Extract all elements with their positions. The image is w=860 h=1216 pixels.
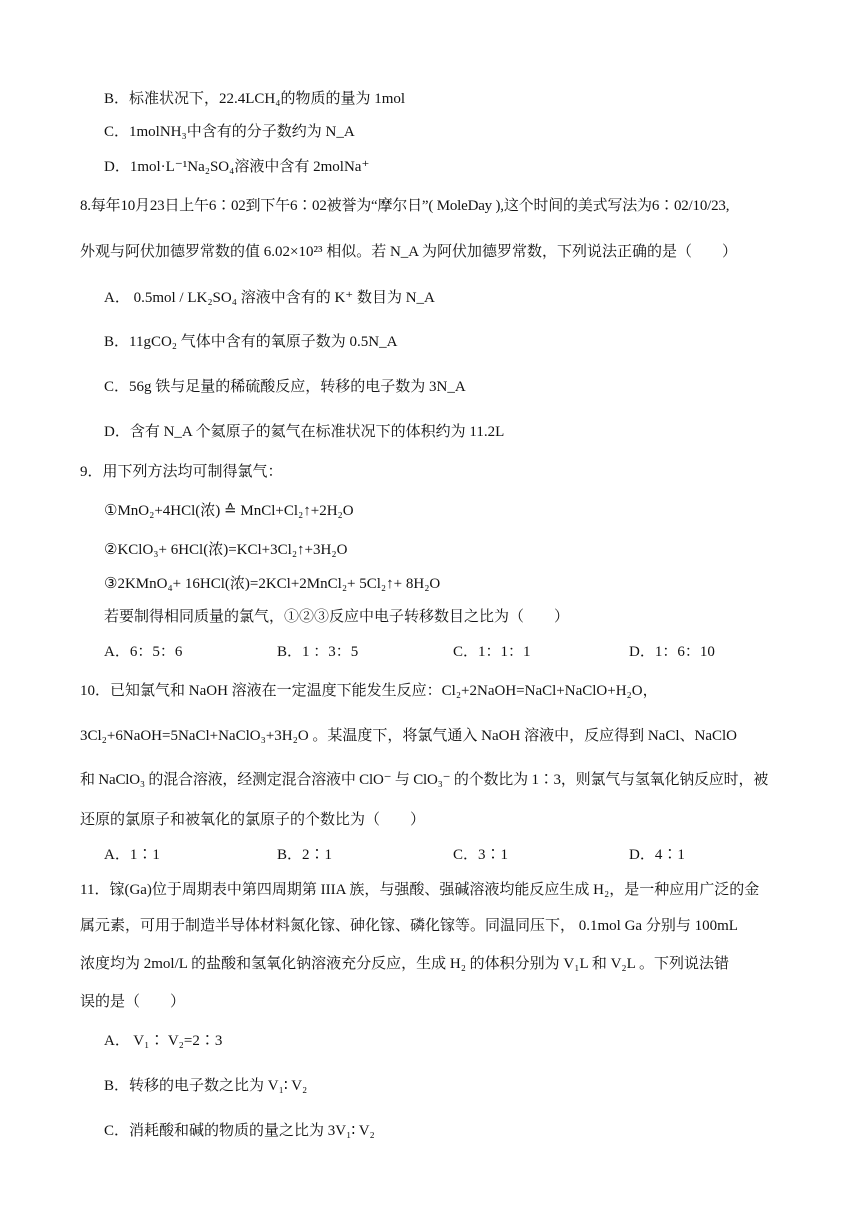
q7-option-d: D．1mol·L⁻¹Na₂SO₄溶液中含有 2molNa⁺ — [104, 159, 370, 175]
q8-option-a: A． 0.5mol / LK₂SO₄ 溶液中含有的 K⁺ 数目为 N_A — [104, 290, 435, 306]
q11-option-a: A． V₁∶ V₂=2∶3 — [104, 1033, 223, 1049]
q11-line-1: 11．镓(Ga)位于周期表中第四周期第 IIIA 族，与强酸、强碱溶液均能反应生成 H₂，是一种应用广泛的金 — [80, 882, 760, 898]
q8-option-c: C．56g 铁与足量的稀硫酸反应，转移的电子数为 3N_A — [104, 379, 466, 395]
q11-line-3: 浓度均为 2mol/L 的盐酸和氢氧化钠溶液充分反应，生成 H₂ 的体积分别为 V₁L 和 V₂L 。下列说法错 — [80, 956, 730, 972]
q9-equation-2: ②KClO₃+ 6HCl(浓)=KCl+3Cl₂↑+3H₂O — [104, 542, 348, 558]
q9-stem: 9．用下列方法均可制得氯气： — [80, 464, 283, 480]
q9-option-b: B．1 ：3：5 — [277, 644, 359, 660]
q9-option-d: D．1：6：10 — [629, 644, 715, 660]
q9-question: 若要制得相同质量的氯气，①②③反应中电子转移数目之比为（ ） — [104, 609, 570, 625]
q11-line-4: 误的是（ ） — [80, 994, 186, 1010]
q10-option-c: C．3∶1 — [453, 847, 509, 863]
q8-option-b: B．11gCO₂ 气体中含有的氧原子数为 0.5N_A — [104, 334, 398, 350]
q9-equation-3: ③2KMnO₄+ 16HCl(浓)=2KCl+2MnCl₂+ 5Cl₂↑+ 8H₂O — [104, 576, 441, 592]
q8-option-d: D．含有 N_A 个氦原子的氦气在标准状况下的体积约为 11.2L — [104, 424, 505, 440]
q9-equation-1: ①MnO₂+4HCl(浓) ≙ MnCl+Cl₂↑+2H₂O — [104, 503, 354, 519]
q9-option-a: A．6：5：6 — [104, 644, 183, 660]
q11-option-c: C．消耗酸和碱的物质的量之比为 3V₁∶ V₂ — [104, 1123, 375, 1139]
q10-option-b: B．2∶1 — [277, 847, 333, 863]
q10-option-d: D．4∶1 — [629, 847, 685, 863]
q10-line-3: 和 NaClO₃ 的混合溶液，经测定混合溶液中 ClO⁻ 与 ClO₃⁻ 的个数比为 1∶3，则氯气与氢氧化钠反应时，被 — [80, 772, 769, 788]
q10-line-4: 还原的氯原子和被氧化的氯原子的个数比为（ ） — [80, 812, 426, 828]
q10-line-2: 3Cl₂+6NaOH=5NaCl+NaClO₃+3H₂O 。某温度下，将氯气通入 NaOH 溶液中，反应得到 NaCl、NaClO — [80, 728, 737, 744]
q9-option-c: C．1：1：1 — [453, 644, 531, 660]
q8-stem-line-1: 8.每年10月23日上午6∶02到下午6∶02被誉为“摩尔日”( MoleDay ),这个时间的美式写法为6∶02/10/23, — [80, 198, 730, 214]
q7-option-b: B．标准状况下，22.4LCH₄的物质的量为 1mol — [104, 91, 406, 107]
q10-line-1: 10．已知氯气和 NaOH 溶液在一定温度下能发生反应：Cl₂+2NaOH=NaCl+NaClO+H₂O， — [80, 683, 658, 699]
q11-line-2: 属元素，可用于制造半导体材料氮化镓、砷化镓、磷化镓等。同温同压下， 0.1mol Ga 分别与 100mL — [80, 918, 738, 934]
q10-option-a: A．1∶1 — [104, 847, 160, 863]
q8-stem-line-2: 外观与阿伏加德罗常数的值 6.02×10²³ 相似。若 N_A 为阿伏加德罗常数，下列说法正确的是（ ） — [80, 244, 738, 260]
q7-option-c: C．1molNH₃中含有的分子数约为 N_A — [104, 124, 355, 140]
q11-option-b: B．转移的电子数之比为 V₁∶ V₂ — [104, 1078, 308, 1094]
